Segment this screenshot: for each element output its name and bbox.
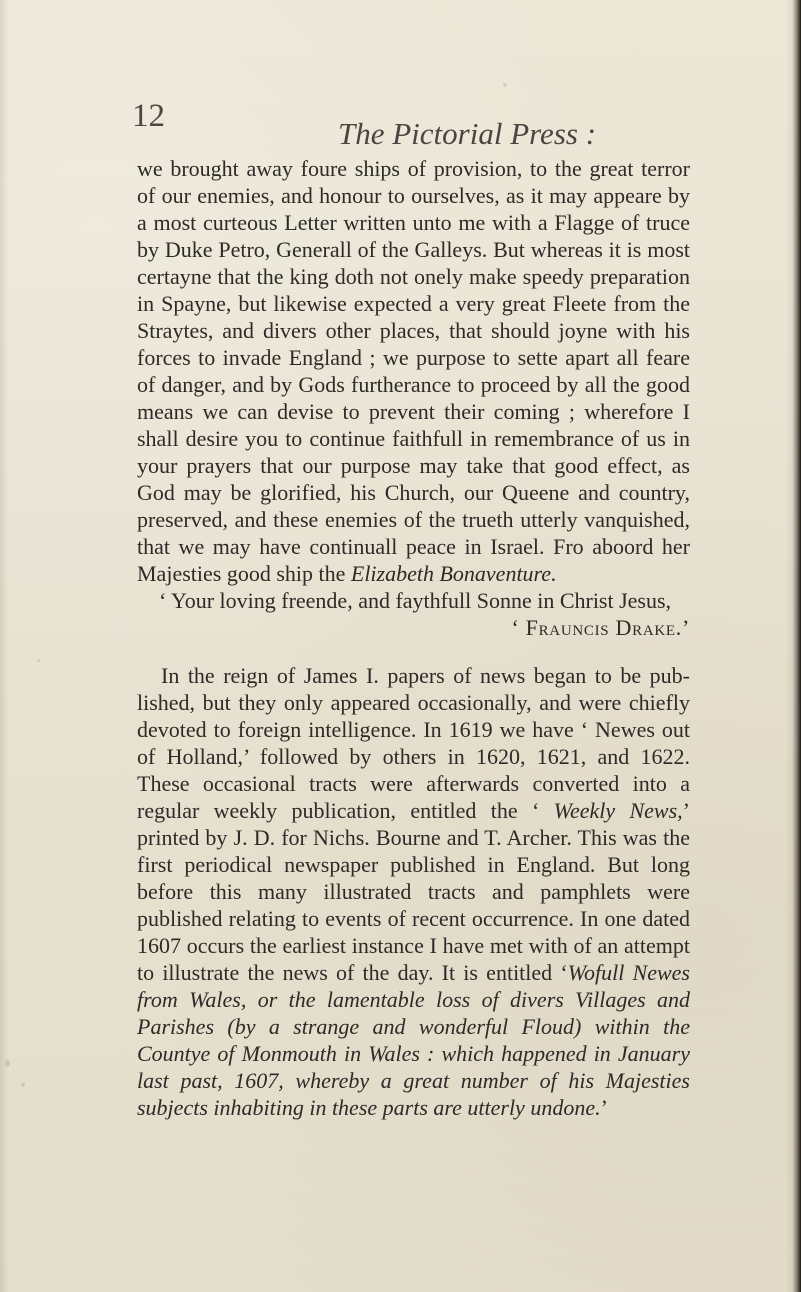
paper-speck: [5, 1060, 10, 1067]
letter-sign-off: ‘ Your loving freende, and faythfull Sonne in Christ Jesus,: [159, 588, 672, 613]
body-paragraph: [137, 662, 690, 1121]
body-text-part-1: In the reign of James I. papers of news began to be published, but they only appeared occasionally, and were chiefly devoted to foreign intelligence. In 1619 we have ‘ Newes out of Holland,’ followed by others in 1620, 1621, and 1622. These occasional tracts were afterwards converted into a regular weekly publication, entitled the ‘: [137, 663, 690, 823]
page-text: [137, 155, 690, 1245]
letter-paragraph: [137, 155, 690, 587]
running-head: The Pictorial Press :: [338, 116, 597, 151]
ship-name: Elizabeth Bonaventure.: [350, 561, 557, 586]
body-text-part-2: ’ printed by J. D. for Nichs. Bourne and T. Archer. This was the first periodical newspaper published in England. But long before this many illustrated tracts and pamphlets were published relating to events of recent occurrence. In one dated 1607 occurs the earliest instance I have met with of an attempt to illustrate the news of the day. It is entitled ‘: [137, 798, 690, 985]
publication-title: Weekly News,: [553, 798, 683, 823]
page-number: 12: [132, 98, 165, 134]
tract-title: Wofull Newes from Wales, or the lamentable loss of divers Villages and Parishes (by a strange and wonderful Floud) within the Countye of Monmouth in Wales : which happened in January last past, 1607, whereby a great number of his Majesties subjects inhabiting in these parts are utterly undone.: [137, 960, 690, 1120]
page-right-edge-shadow: [785, 0, 801, 1292]
page-left-edge: [0, 0, 8, 1292]
paper-speck: [21, 1083, 25, 1087]
letter-text: we brought away foure ships of provision, to the great terror of our enemies, and honour to ourselves, as it may appeare by a most curteous Letter written unto me with a Flagge of truce by Duke Petro, Generall of the Galleys. But whereas it is most certayne that the king doth not onely make speedy preparation in Spayne, but likewise expected a very great Fleete from the Straytes, and divers other places, that should joyne with his forces to invade England ; we purpose to sette apart all feare of danger, and by Gods furtherance to proceed by all the good means we can devise to prevent their coming ; wherefore I shall desire you to continue faithfull in remembrance of us in your prayers that our purpose may take that good effect, as God may be glorified, his Church, our Queene and country, preserved, and these enemies of the trueth utterly vanquished, that we may have continuall peace in Israel. Fro aboord her Majesties good ship the: [137, 156, 690, 586]
paper-speck: [37, 659, 40, 662]
paper-speck: [503, 83, 507, 87]
closing-quote: ’: [600, 1095, 608, 1120]
letter-signature: ‘ Frauncis Drake.’: [511, 615, 690, 640]
